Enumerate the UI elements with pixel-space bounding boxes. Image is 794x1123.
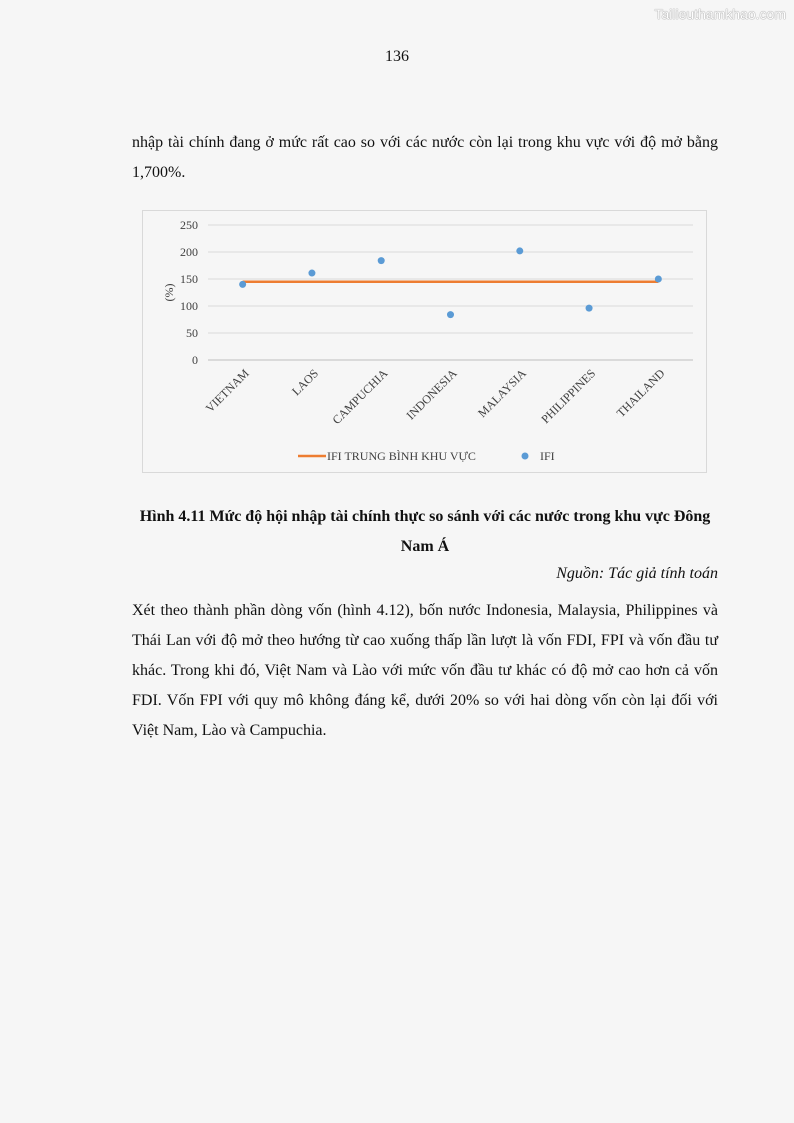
data-point <box>447 311 454 318</box>
y-tick-label: 50 <box>186 326 198 340</box>
paragraph-body: Xét theo thành phần dòng vốn (hình 4.12), bốn nước Indonesia, Malaysia, Philippines và Thái Lan với độ mở theo hướng từ cao xuống thấp lần lượt là vốn FDI, FPI và vốn đầu tư khác. Trong khi đó, Việt Nam và Lào với mức vốn đầu tư khác có độ mở cao hơn cả vốn FDI. Vốn FPI với quy mô không đáng kể, dưới 20% so với hai dòng vốn còn lại đối với Việt Nam, Lào và Campuchia. <box>132 602 718 739</box>
data-point <box>308 270 315 277</box>
page-number: 136 <box>385 48 409 65</box>
y-tick-label: 250 <box>180 218 198 232</box>
figure-caption: Hình 4.11 Mức độ hội nhập tài chính thực so sánh với các nước trong khu vực Đông Nam Á <box>139 508 711 555</box>
y-tick-label: 100 <box>180 299 198 313</box>
y-tick-label: 150 <box>180 272 198 286</box>
paragraph-intro: nhập tài chính đang ở mức rất cao so với các nước còn lại trong khu vực với độ mở bằng 1,700%. <box>132 134 718 181</box>
x-tick-label: LAOS <box>288 366 322 399</box>
watermark: Tailieuthamkhao.com <box>654 6 786 22</box>
legend-label: IFI <box>540 449 555 463</box>
data-point <box>378 257 385 264</box>
legend-label: IFI TRUNG BÌNH KHU VỰC <box>327 449 476 463</box>
x-tick-label: MALAYSIA <box>475 366 529 421</box>
x-tick-label: PHILIPPINES <box>538 366 599 427</box>
data-point <box>516 247 523 254</box>
chart-container <box>142 210 707 473</box>
x-tick-label: THAILAND <box>613 366 668 420</box>
data-point <box>239 281 246 288</box>
ifi-chart <box>143 211 708 474</box>
x-tick-label: CAMPUCHIA <box>329 366 391 428</box>
y-tick-label: 200 <box>180 245 198 259</box>
y-tick-label: 0 <box>192 353 198 367</box>
x-tick-label: INDONESIA <box>403 366 460 423</box>
data-point <box>655 276 662 283</box>
figure-source: Nguồn: Tác giả tính toán <box>556 565 718 582</box>
data-point <box>586 305 593 312</box>
legend-dot-swatch <box>522 453 529 460</box>
x-tick-label: VIETNAM <box>202 366 252 416</box>
y-axis-label: (%) <box>162 283 176 302</box>
